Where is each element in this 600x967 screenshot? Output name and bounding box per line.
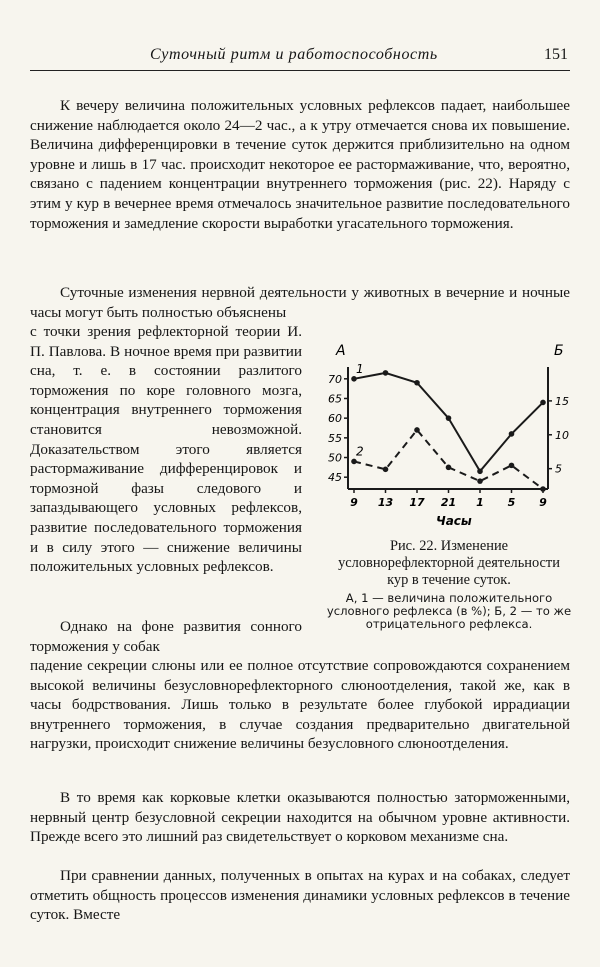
paragraph-3-rest: падение секреции слюны или ее полное отсутствие сопровождаются сохранением высокой величины безусловнорефлекторного слюноотделения, такой же, как в часы бодрствования. Лишь только в результате более глубокой иррадиации внутреннего торможения, в случае создания предварительно двигательной нагрузки, происходит снижение величины безусловного слюноотделения. — [30, 657, 570, 753]
series-1-line — [354, 373, 543, 471]
series-1-point — [446, 415, 452, 421]
series-2-point — [477, 478, 483, 484]
x-tick-label: 1 — [476, 496, 484, 509]
left-tick-label: 70 — [328, 372, 342, 386]
x-tick-label: 5 — [507, 496, 516, 509]
figure-caption: Рис. 22. Изменение условнорефлекторной деятельности кур в течение суток. — [338, 538, 560, 588]
series-1-point — [383, 370, 389, 376]
right-tick-label: 5 — [555, 462, 562, 476]
left-tick-label: 50 — [328, 451, 342, 465]
left-tick-label: 55 — [328, 431, 342, 445]
paragraph-4: В то время как корковые клетки оказываются полностью заторможенными, нервный центр безусловной секреции находится на обычном уровне активности. Прежде всего это лишний раз свидетельствует о корковом механизме сна. — [30, 789, 570, 846]
left-tick-label: 60 — [328, 412, 342, 426]
x-tick-label: 21 — [440, 496, 457, 509]
right-tick-label: 15 — [555, 394, 569, 408]
paragraph-2-column: с точки зрения рефлекторной теории И. П. Павлова. В ночное время при развитии сна, т. е. в состоянии разлитого торможения по коре головного мозга, концентрация внутреннего торможения становится невозможной. Доказательством этого является растормаживание дифференцировок и тормозной фазы следового и запаздывающего условных рефлексов, развитие последовательного торможения и в силу этого — снижение величины положительных условных рефлексов. — [30, 323, 302, 576]
x-tick-label: 13 — [377, 496, 394, 509]
left-axis-label: А — [336, 343, 346, 359]
x-tick-label: 9 — [350, 496, 358, 509]
series-2-point — [540, 486, 546, 492]
right-tick-label: 10 — [555, 428, 569, 442]
series-1-point — [509, 431, 515, 437]
paragraph-2-lead: Суточные изменения нервной деятельности у животных в вечерние и ночные часы могут быть полностью объяснены — [30, 284, 570, 321]
x-axis-label: Часы — [436, 514, 472, 528]
paragraph-3-column: Однако на фоне развития сонного торможения у собак — [30, 618, 302, 655]
series-1-point — [540, 400, 546, 406]
running-title: Суточный ритм и работоспособность — [150, 46, 438, 63]
series-1-label: 1 — [356, 361, 364, 376]
paragraph-5: При сравнении данных, полученных в опытах на курах и на собаках, следует отметить общность процессов изменения динамики условных рефлексов в течение суток. Вместе — [30, 867, 570, 924]
left-tick-label: 65 — [328, 392, 342, 406]
x-tick-label: 9 — [539, 496, 547, 509]
series-2-point — [509, 463, 515, 469]
series-1-point — [477, 468, 483, 474]
figure-legend: А, 1 — величина положительного условного рефлекса (в %); Б, 2 — то же отрицательного рефлекса. — [326, 591, 572, 631]
series-2-point — [351, 459, 357, 465]
chart-marks — [328, 362, 569, 509]
page-number: 151 — [544, 46, 568, 63]
right-axis-label: Б — [554, 343, 564, 359]
paragraph-1: К вечеру величина положительных условных рефлексов падает, наибольшее снижение наблюдается около 24—2 час., а к утру отмечается снова их повышение. Величина дифференцировки в течение суток держится приблизительно на одном уровне и лишь в 17 час. происходит некоторое ее растормаживание, что, вероятно, связано с падением концентрации внутреннего торможения (рис. 22). Наряду с этим у кур в вечернее время отмечалось значительное развитие последовательного торможения и замедление скорости выработки угасательного торможения. — [30, 97, 570, 232]
series-1-point — [414, 380, 420, 386]
series-2-point — [446, 465, 452, 471]
left-tick-label: 45 — [328, 471, 342, 485]
x-tick-label: 17 — [409, 496, 425, 509]
series-1-point — [351, 376, 357, 382]
page-header — [30, 40, 570, 71]
series-2-point — [414, 427, 420, 433]
series-2-line — [354, 430, 543, 489]
series-2-label: 2 — [356, 444, 364, 459]
series-2-point — [383, 467, 389, 473]
